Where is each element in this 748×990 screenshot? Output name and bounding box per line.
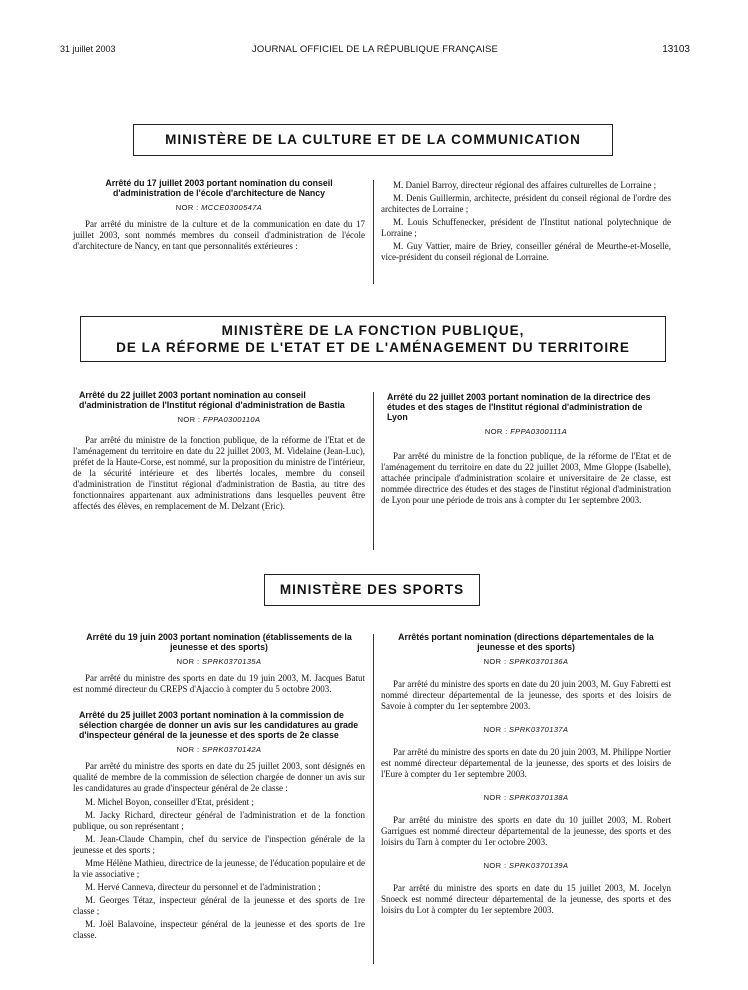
sports-commission-arrete-nor: [73, 744, 365, 755]
commission-member: M. Jacky Richard, directeur général de l'administration et de la fonction publique, ou son représentant ;: [73, 810, 365, 831]
culture-right-column: [381, 180, 671, 265]
nor-label: NOR :: [177, 415, 201, 424]
nor-label: NOR :: [483, 861, 507, 870]
ministry-fonction-title-line2: DE LA RÉFORME DE L'ETAT ET DE L'AMÉNAGEMENT DU TERRITOIRE: [116, 340, 630, 355]
directions-entry-nor: [381, 724, 671, 735]
directions-entry-nor: [381, 860, 671, 871]
sports-directions-arretes-title: Arrêtés portant nomination (directions départementales de la jeunesse et des sports): [398, 632, 654, 652]
culture-arrete-nor: [73, 202, 365, 213]
column-divider: [373, 392, 374, 550]
fonction-right-arrete-body: Par arrêté du ministre de la fonction publique, de la réforme de l'Etat et de l'aménagement du territoire en date du 22 juillet 2003, Mme Gloppe (Isabelle), attachée principale d'administration scolaire et universitaire de 2e classe, est nommée directrice des études et des stages de l'institut régional d'administration de Lyon pour une période de trois ans à compter du 1er septembre 2003.: [381, 451, 671, 505]
nor-ref: FPPA0300111A: [510, 427, 568, 436]
sports-right-column: [381, 632, 671, 919]
ministry-fonction-title-line1: MINISTÈRE DE LA FONCTION PUBLIQUE,: [221, 323, 525, 338]
culture-member: M. Denis Guillermin, architecte, président du conseil régional de l'ordre des architectes de Lorraine ;: [381, 193, 671, 214]
nor-ref: SPRK0370135A: [201, 657, 262, 666]
column-divider: [373, 180, 374, 284]
culture-arrete-intro: Par arrêté du ministre de la culture et de la communication en date du 17 juillet 2003, sont nommés membres du conseil d'administration de l'école d'architecture de Nancy, en tant que personnalités extérieures :: [73, 219, 365, 251]
commission-member: M. Joël Balavoine, inspecteur général de la jeunesse et des sports de 1re classe.: [73, 919, 365, 940]
directions-entry-nor: [381, 792, 671, 803]
commission-member: M. Jean-Claude Champin, chef du service de l'inspection générale de la jeunesse et des sports ;: [73, 834, 365, 855]
nor-ref: SPRK0370137A: [508, 725, 569, 734]
fonction-left-arrete-nor: [73, 414, 365, 425]
nor-label: NOR :: [176, 657, 200, 666]
fonction-right-column: [381, 392, 671, 509]
directions-entry-body: Par arrêté du ministre des sports en date du 10 juillet 2003, M. Robert Garrigues est nommé directeur départemental de la jeunesse, des sports et des loisirs du Tarn à compter du 1er octobre 2003.: [381, 815, 671, 847]
page-number: 13103: [662, 44, 690, 55]
nor-ref: MCCE0300547A: [201, 203, 263, 212]
sports-creps-arrete-nor: [73, 656, 365, 667]
nor-ref: SPRK0370138A: [508, 793, 569, 802]
sports-commission-arrete-title: Arrêté du 25 juillet 2003 portant nomination à la commission de sélection chargée de donner un avis sur les candidatures au grade d'inspecteur général de la jeunesse et des sports de 2e classe: [79, 710, 359, 740]
journal-title: JOURNAL OFFICIEL DE LA RÉPUBLIQUE FRANÇAISE: [252, 44, 498, 55]
culture-arrete-title: Arrêté du 17 juillet 2003 portant nomination du conseil d'administration de l'école d'architecture de Nancy: [105, 178, 333, 198]
nor-label: NOR :: [483, 725, 507, 734]
fonction-left-arrete-title: Arrêté du 22 juillet 2003 portant nomination au conseil d'administration de l'Institut régional d'administration de Bastia: [79, 390, 345, 410]
directions-entry-nor: [381, 656, 671, 667]
sports-creps-arrete-body: Par arrêté du ministre des sports en date du 19 juin 2003, M. Jacques Batut est nommé directeur du CREPS d'Ajaccio à compter du 5 octobre 2003.: [73, 673, 365, 694]
fonction-left-arrete-body: Par arrêté du ministre de la fonction publique, de la réforme de l'Etat et de l'aménagement du territoire en date du 22 juillet 2003, M. Videlaine (Jean-Luc), préfet de la Haute-Corse, est nommé, sur la proposition du ministre de l'intérieur, de la sécurité intérieure et des libertés locales, membre du conseil d'administration de l'institut régional d'administration de Bastia, au titre des fonctionnaires appartenant aux administrations dans lesquelles peuvent être affectés des élèves, en remplacement de M. Delzant (Eric).: [73, 435, 365, 511]
fonction-left-column: [73, 390, 365, 515]
culture-member: M. Guy Vattier, maire de Briey, conseiller général de Meurthe-et-Moselle, vice-président du conseil régional de Lorraine.: [381, 241, 671, 262]
fonction-right-arrete-title: Arrêté du 22 juillet 2003 portant nomination de la directrice des études et des stages de l'Institut régional d'administration de Lyon: [387, 392, 651, 422]
fonction-right-arrete-nor: [381, 426, 671, 437]
nor-label: NOR :: [175, 203, 199, 212]
ministry-culture-title: MINISTÈRE DE LA CULTURE ET DE LA COMMUNICATION: [165, 132, 581, 147]
commission-member: M. Hervé Canneva, directeur du personnel et de l'administration ;: [85, 882, 321, 892]
issue-date: 31 juillet 2003: [60, 44, 116, 54]
nor-label: NOR :: [483, 793, 507, 802]
commission-member: M. Georges Tétaz, inspecteur général de la jeunesse et des sports de 1re classe ;: [73, 895, 365, 916]
sports-creps-arrete-title: Arrêté du 19 juin 2003 portant nomination (établissements de la jeunesse et des sports): [86, 632, 352, 652]
ministry-sports-box: [264, 574, 480, 606]
sports-left-column: [73, 632, 365, 943]
nor-ref: SPRK0370139A: [508, 861, 569, 870]
nor-label: NOR :: [176, 745, 200, 754]
culture-left-column: [73, 178, 365, 255]
commission-member: Mme Hélène Mathieu, directrice de la jeunesse, de l'éducation populaire et de la vie associative ;: [73, 858, 365, 879]
ministry-culture-box: [133, 124, 613, 156]
culture-member: M. Louis Schuffenecker, président de l'Institut national polytechnique de Lorraine ;: [381, 217, 671, 238]
nor-ref: SPRK0370142A: [201, 745, 262, 754]
nor-label: NOR :: [484, 427, 508, 436]
page-header: [60, 44, 690, 60]
sports-commission-arrete-intro: Par arrêté du ministre des sports en date du 25 juillet 2003, sont désignés en qualité de membre de la commission de sélection chargée de donner un avis sur les candidatures au grade d'inspecteur général de 2e classe :: [73, 761, 365, 793]
ministry-sports-title: MINISTÈRE DES SPORTS: [279, 582, 465, 597]
directions-entry-body: Par arrêté du ministre des sports en date du 15 juillet 2003, M. Jocelyn Snoeck est nommé directeur départemental de la jeunesse, des sports et des loisirs du Lot à compter du 1er septembre 2003.: [381, 883, 671, 915]
nor-ref: SPRK0370136A: [508, 657, 569, 666]
column-divider: [373, 634, 374, 964]
directions-entry-body: Par arrêté du ministre des sports en date du 20 juin 2003, M. Guy Fabretti est nommé directeur départemental de la jeunesse, des sports et des loisirs de Savoie à compter du 1er septembre 2003.: [381, 679, 671, 711]
ministry-fonction-box: [80, 316, 666, 362]
nor-ref: FPPA0300110A: [202, 415, 261, 424]
directions-entry-body: Par arrêté du ministre des sports en date du 20 juin 2003, M. Philippe Nortier est nommé directeur départemental de la jeunesse, des sports et des loisirs de l'Eure à compter du 1er septembre 2003.: [381, 747, 671, 779]
commission-member: M. Michel Boyon, conseiller d'Etat, président ;: [85, 797, 254, 807]
nor-label: NOR :: [483, 657, 507, 666]
culture-member: M. Daniel Barroy, directeur régional des affaires culturelles de Lorraine ;: [393, 180, 657, 190]
